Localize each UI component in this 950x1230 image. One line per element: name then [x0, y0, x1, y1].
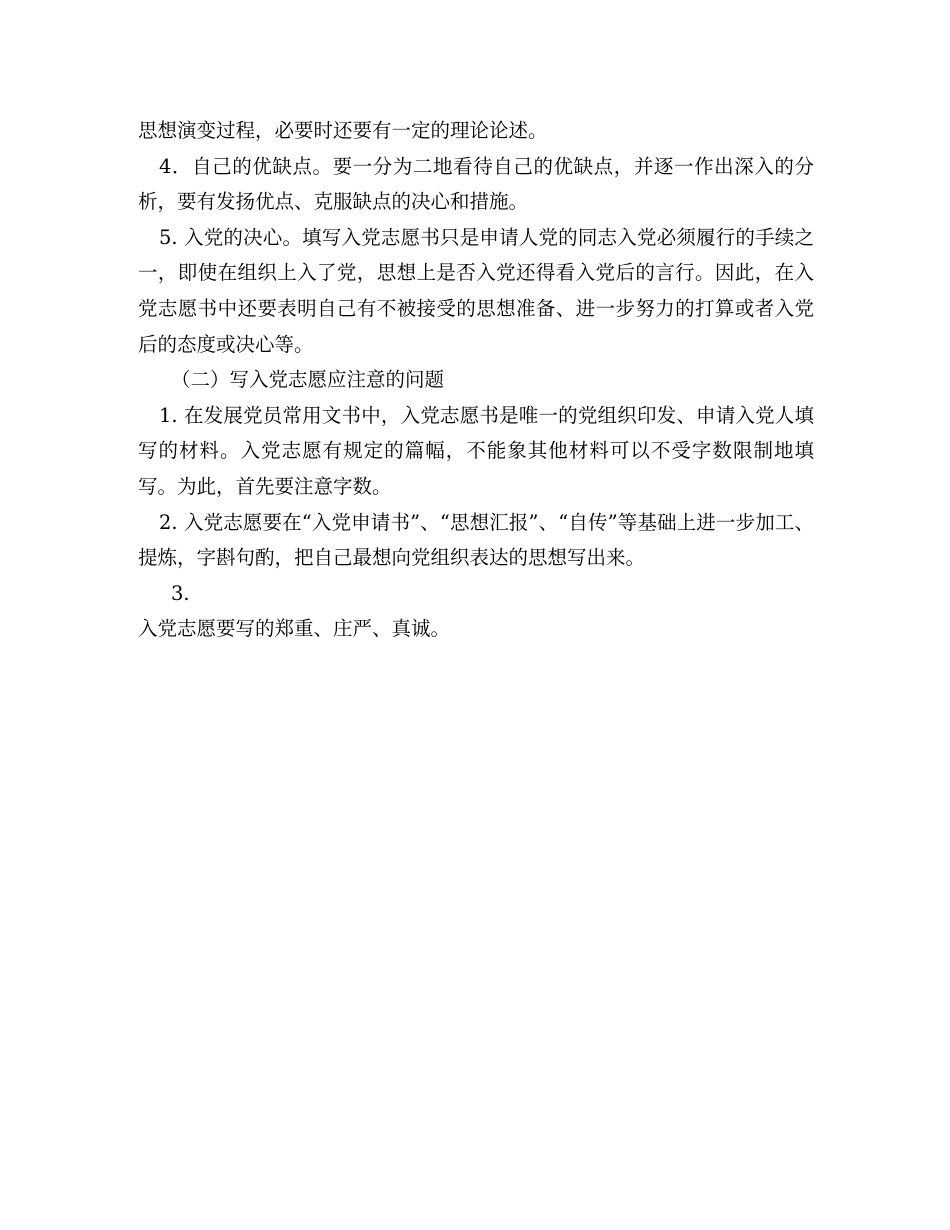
- paragraph-item-1: 1. 在发展党员常用文书中，入党志愿书是唯一的党组织印发、申请入党人填写的材料。入党志愿有规定的篇幅，不能象其他材料可以不受字数限制地填写。为此，首先要注意字数。: [138, 403, 814, 498]
- paragraph-continuation: 思想演变过程，必要时还要有一定的理论论述。: [138, 119, 548, 142]
- document-body: [138, 113, 814, 647]
- section-heading: （二）写入党志愿应注意的问题: [171, 368, 445, 392]
- paragraph-item-2: 2. 入党志愿要在“入党申请书”、“思想汇报”、“自传”等基础上进一步加工、提炼，字斟句酌，把自己最想向党组织表达的思想写出来。: [138, 510, 814, 570]
- paragraph-item-5: 5. 入党的决心。填写入党志愿书只是申请人党的同志入党必须履行的手续之一，即使在组织上入了党，思想上是否入党还得看入党后的言行。因此，在入党志愿书中还要表明自己有不被接受的思想准备、进一步努力的打算或者入党后的态度或决心等。: [138, 225, 814, 356]
- paragraph-item-3-number: 3.: [171, 581, 190, 605]
- paragraph-item-3-text: 入党志愿要写的郑重、庄严、真诚。: [138, 617, 451, 641]
- paragraph-item-4: 4．自己的优缺点。要一分为二地看待自己的优缺点，并逐一作出深入的分析，要有发扬优点、克服缺点的决心和措施。: [138, 154, 814, 214]
